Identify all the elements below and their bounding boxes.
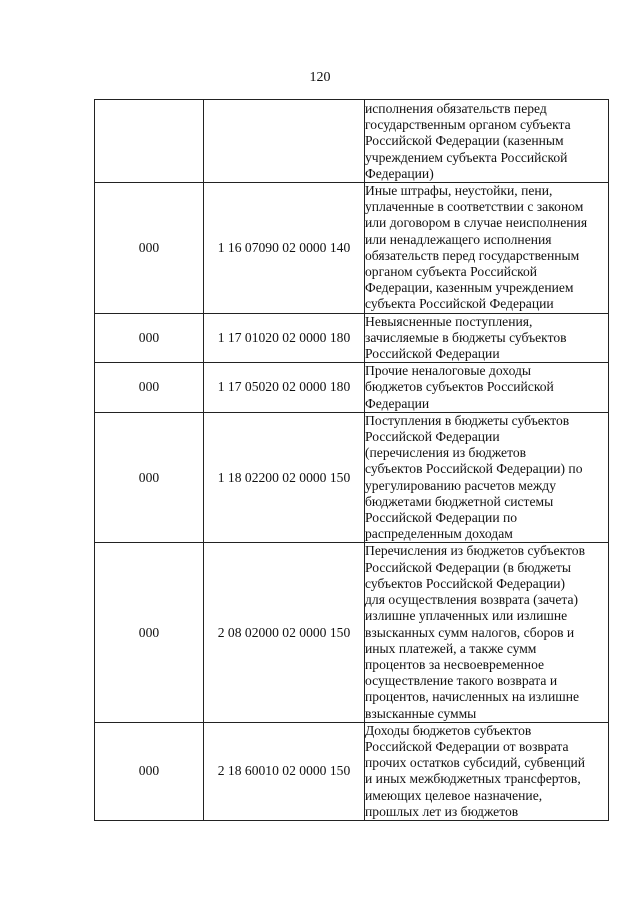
admin-code-cell: 000 bbox=[95, 412, 204, 543]
revenue-name-line: урегулированию расчетов между bbox=[365, 477, 557, 493]
revenue-name-line: распределенным доходам bbox=[365, 526, 513, 542]
revenue-name-cell bbox=[365, 100, 609, 183]
table-row bbox=[95, 543, 609, 722]
revenue-name-line: Доходы бюджетов субъектов bbox=[365, 722, 532, 738]
revenue-name-line: прочих остатков субсидий, субвенций bbox=[365, 755, 586, 771]
revenue-name-line: субъекта Российской Федерации bbox=[365, 296, 554, 312]
revenue-name-line: Поступления в бюджеты субъектов bbox=[365, 412, 570, 428]
revenue-name-line: осуществление такого возврата и bbox=[365, 673, 558, 689]
page-number: 120 bbox=[309, 70, 331, 85]
revenue-name-line: уплаченные в соответствии с законом bbox=[365, 199, 584, 215]
table-row bbox=[95, 313, 609, 363]
table-row bbox=[95, 363, 609, 413]
revenue-name-line: (перечисления из бюджетов bbox=[365, 445, 527, 461]
table-body bbox=[95, 100, 609, 821]
admin-code-cell: 000 bbox=[95, 543, 204, 722]
revenue-name-cell bbox=[365, 363, 609, 413]
revenue-name-line: имеющих целевое назначение, bbox=[365, 787, 543, 803]
revenue-name-cell bbox=[365, 183, 609, 314]
revenue-name-line: учреждением субъекта Российской bbox=[365, 149, 568, 165]
revenue-name-cell bbox=[365, 313, 609, 363]
revenue-name-cell bbox=[365, 412, 609, 543]
revenue-name-line: взысканные суммы bbox=[365, 705, 477, 721]
revenue-name-cell bbox=[365, 543, 609, 722]
admin-code-cell: 000 bbox=[95, 183, 204, 314]
admin-code-cell: 000 bbox=[95, 363, 204, 413]
budget-classification-table bbox=[94, 99, 609, 821]
revenue-name-line: иных платежей, а также сумм bbox=[365, 640, 537, 656]
revenue-name-line: Российской Федерации (казенным bbox=[365, 133, 564, 149]
table-row bbox=[95, 412, 609, 543]
revenue-name-line: или ненадлежащего исполнения bbox=[365, 231, 552, 247]
revenue-name-line: субъектов Российской Федерации) bbox=[365, 575, 566, 591]
budget-code-cell bbox=[204, 100, 365, 183]
budget-code-cell: 2 08 02000 02 0000 150 bbox=[204, 543, 365, 722]
revenue-name-line: процентов, начисленных на излишне bbox=[365, 689, 580, 705]
budget-code-cell: 1 17 05020 02 0000 180 bbox=[204, 363, 365, 413]
table-row bbox=[95, 722, 609, 820]
revenue-name-line: зачисляемые в бюджеты субъектов bbox=[365, 329, 567, 345]
revenue-name-line: Невыясненные поступления, bbox=[365, 313, 533, 329]
revenue-name-line: Российской Федерации от возврата bbox=[365, 738, 569, 754]
revenue-name-line: органом субъекта Российской bbox=[365, 264, 538, 280]
table-row bbox=[95, 183, 609, 314]
budget-code-cell: 1 17 01020 02 0000 180 bbox=[204, 313, 365, 363]
revenue-name-line: обязательств перед государственным bbox=[365, 247, 580, 263]
revenue-name-line: бюджетами бюджетной системы bbox=[365, 493, 554, 509]
budget-code-cell: 1 18 02200 02 0000 150 bbox=[204, 412, 365, 543]
admin-code-cell: 000 bbox=[95, 722, 204, 820]
budget-code-cell: 2 18 60010 02 0000 150 bbox=[204, 722, 365, 820]
revenue-name-line: или договором в случае неисполнения bbox=[365, 215, 588, 231]
revenue-name-line: Иные штрафы, неустойки, пени, bbox=[365, 183, 553, 199]
revenue-name-line: и иных межбюджетных трансфертов, bbox=[365, 771, 581, 787]
revenue-name-line: государственным органом субъекта bbox=[365, 117, 571, 133]
revenue-name-line: излишне уплаченных или излишне bbox=[365, 608, 568, 624]
revenue-name-line: Российской Федерации bbox=[365, 429, 500, 445]
revenue-name-line: прошлых лет из бюджетов bbox=[365, 803, 519, 819]
revenue-name-line: для осуществления возврата (зачета) bbox=[365, 592, 579, 608]
admin-code-cell: 000 bbox=[95, 313, 204, 363]
revenue-name-line: Федерации bbox=[365, 395, 430, 411]
budget-code-cell: 1 16 07090 02 0000 140 bbox=[204, 183, 365, 314]
revenue-name-line: процентов за несвоевременное bbox=[365, 656, 545, 672]
revenue-name-cell bbox=[365, 722, 609, 820]
revenue-name-line: субъектов Российской Федерации) по bbox=[365, 461, 583, 477]
revenue-name-line: Перечисления из бюджетов субъектов bbox=[365, 543, 585, 559]
revenue-name-line: бюджетов субъектов Российской bbox=[365, 379, 554, 395]
revenue-name-line: взысканных сумм налогов, сборов и bbox=[365, 624, 575, 640]
revenue-name-line: исполнения обязательств перед bbox=[365, 101, 547, 116]
revenue-name-line: Федерации) bbox=[365, 165, 434, 181]
revenue-name-line: Российской Федерации (в бюджеты bbox=[365, 559, 571, 575]
revenue-name-line: Российской Федерации по bbox=[365, 510, 518, 526]
revenue-name-line: Российской Федерации bbox=[365, 346, 500, 362]
table-row bbox=[95, 100, 609, 183]
admin-code-cell bbox=[95, 100, 204, 183]
revenue-name-line: Прочие неналоговые доходы bbox=[365, 363, 532, 379]
revenue-name-line: Федерации, казенным учреждением bbox=[365, 280, 574, 296]
